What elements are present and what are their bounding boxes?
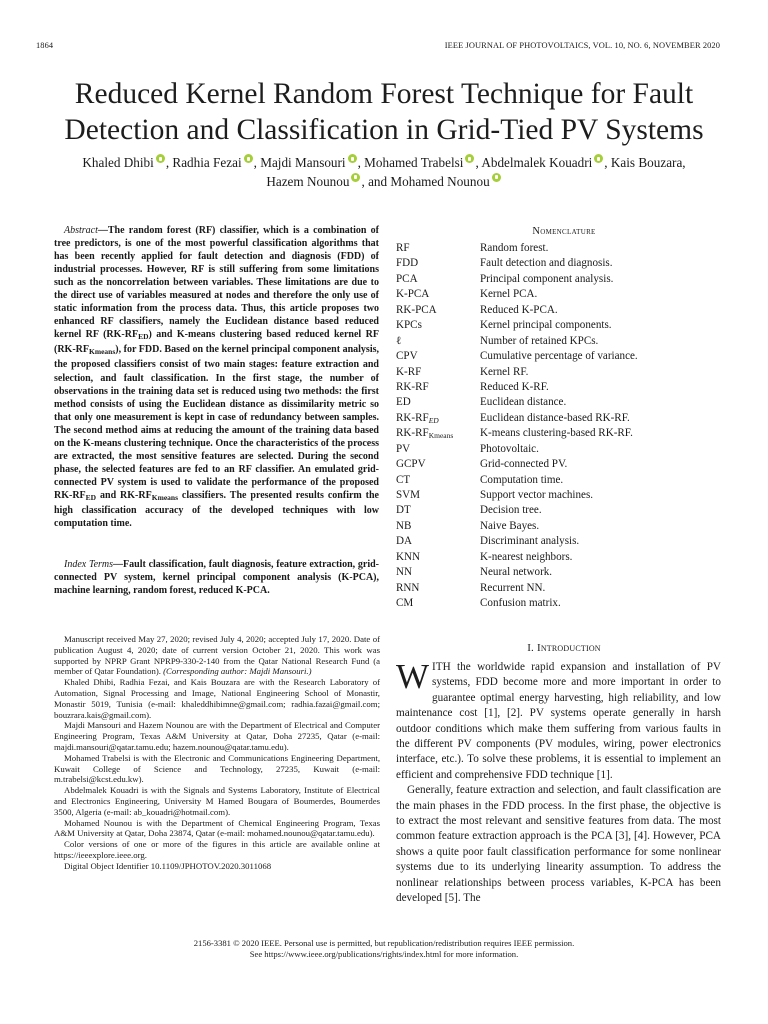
nomenclature-entry [396, 519, 732, 534]
nomenclature-entry [396, 488, 732, 503]
copyright-line-1: 2156-3381 © 2020 IEEE. Personal use is permitted, but republication/redistribution requires IEEE permission. [193, 938, 575, 948]
copyright-line-2: See https://www.ieee.org/publications/rights/index.html for more information. [249, 949, 519, 960]
nomenclature-definition: Naive Bayes. [480, 519, 540, 532]
running-header: IEEE JOURNAL OF PHOTOVOLTAICS, VOL. 10, NO. 6, NOVEMBER 2020 [444, 41, 720, 50]
footnote-affiliation: Mohamed Trabelsi is with the Electronic and Communications Engineering Department, Kuwait College of Science and Technology, 27235, Kuwait (e-mail: m.trabelsi@kcst.edu.kw). [54, 752, 380, 785]
nomenclature-entry [396, 426, 732, 441]
nomenclature-definition: Neural network. [480, 566, 553, 579]
nomenclature-definition: K-means clustering-based RK-RF. [480, 427, 633, 440]
nomenclature-abbreviation: SVM [396, 489, 421, 501]
nomenclature-entry [396, 287, 732, 302]
nomenclature-abbreviation: NN [396, 566, 413, 579]
nomenclature-entry [396, 272, 732, 287]
author-name: Majdi Mansouri [260, 155, 346, 170]
nomenclature-abbreviation: GCPV [396, 458, 426, 471]
footnote-affiliation: Mohamed Nounou is with the Department of Chemical Engineering Program, Texas A&M University at Qatar, Doha 23874, Qatar (e-mail: mohamed.nounou@qatar.tamu.edu). [54, 817, 380, 839]
nomenclature-entry [396, 380, 732, 395]
nomenclature-title: Nomenclature [532, 226, 596, 237]
nomenclature-entry [396, 334, 732, 349]
nomenclature-definition: Principal component analysis. [480, 272, 614, 285]
nomenclature-abbreviation: DA [396, 535, 413, 548]
footnote-received: Manuscript received May 27, 2020; revised July 4, 2020; accepted July 17, 2020. Date of publication August 4, 2020; date of current version October 21, 2020. This work was supported by NPRP Grant NPRP9-330-2-140 from the Qatar National Research Fund (a member of Qatar Foundation). (Corresponding author: Majdi Mansouri.) [54, 634, 380, 677]
author-name: Abdelmalek Kouadri [481, 155, 593, 170]
nomenclature-definition: Fault detection and diagnosis. [480, 257, 613, 270]
nomenclature-definition: Support vector machines. [480, 489, 594, 501]
section-heading-introduction: I. Introduction [527, 642, 601, 654]
nomenclature-abbreviation: K-RF [396, 365, 422, 378]
introduction-body [396, 657, 721, 907]
orcid-icon[interactable] [348, 154, 357, 163]
nomenclature-definition: K-nearest neighbors. [480, 550, 573, 563]
nomenclature-abbreviation: RNN [396, 581, 420, 594]
orcid-icon[interactable] [156, 154, 165, 163]
paper-title [36, 76, 732, 148]
nomenclature-entry [396, 534, 732, 549]
nomenclature-abbreviation: RF [396, 242, 410, 254]
abstract-label: Abstract [64, 225, 98, 236]
footnotes [54, 634, 380, 872]
author-name: Mohamed Trabelsi [364, 155, 464, 170]
drop-cap: W [396, 657, 430, 696]
author-name: Radhia Fezai [172, 155, 242, 170]
nomenclature-abbreviation: PV [396, 442, 411, 455]
copyright-notice [36, 938, 732, 961]
footnote-color-note: Color versions of one or more of the figures in this article are available online at https://ieeexplore.ieee.org. [54, 839, 380, 860]
nomenclature-entry [396, 457, 732, 472]
nomenclature-abbreviation: DT [396, 504, 411, 517]
orcid-icon[interactable] [492, 173, 501, 182]
nomenclature-abbreviation: RK-RF [396, 380, 429, 393]
nomenclature-definition: Kernel PCA. [480, 288, 538, 301]
footnote-affiliation: Majdi Mansouri and Hazem Nounou are with the Department of Electrical and Computer Engineering Program, Texas A&M University at Qatar, Doha 27235, Qatar (e-mail: majdi.mansouri@qatar.tamu.edu; hazem.nounou@qatar.tamu.edu). [54, 720, 380, 752]
title-line-2: Detection and Classification in Grid-Tied PV Systems [64, 114, 704, 146]
nomenclature-abbreviation: $RK-RF_{ED}$ [396, 411, 439, 425]
nomenclature-definition: Photovoltaic. [480, 442, 539, 455]
nomenclature-entry [396, 442, 732, 457]
footnote-affiliation: Khaled Dhibi, Radhia Fezai, and Kais Bouzara are with the Research Laboratory of Automation, Signal Processing and Image, National Engineering School of Monastir, Monastir 5019, Tunisia (e-mail: khaleddhibimne@gmail.com; radhia.fazai@gmail.com; bouzrara.kais@gmail.com). [54, 677, 380, 720]
nomenclature-definition: Random forest. [480, 242, 549, 254]
orcid-icon[interactable] [594, 154, 603, 163]
nomenclature-entry [396, 365, 732, 380]
nomenclature-definition: Euclidean distance. [480, 396, 567, 409]
page-number: 1864 [36, 41, 54, 50]
author-line-2: Hazem Nounou , and Mohamed Nounou [40, 173, 728, 192]
nomenclature-definition: Kernel principal components. [480, 319, 612, 332]
nomenclature-entry [396, 503, 732, 518]
corresponding-author: (Corresponding author: Majdi Mansouri.) [163, 666, 312, 677]
nomenclature-abbreviation: RK-PCA [396, 303, 437, 316]
author-list [40, 154, 728, 191]
nomenclature-abbreviation: CM [396, 597, 414, 610]
nomenclature-definition: Confusion matrix. [480, 597, 561, 610]
author-line-1: Khaled Dhibi , Radhia Fezai , Majdi Mansouri , Mohamed Trabelsi , Abdelmalek Kouadri , Kais Bouzara, [82, 155, 686, 170]
orcid-icon[interactable] [351, 173, 360, 182]
nomenclature-entry [396, 411, 732, 426]
nomenclature-definition: Recurrent NN. [480, 581, 546, 594]
index-terms: Index Terms—Fault classification, fault diagnosis, feature extraction, grid-connected PV system, kernel principal component analysis (K-PCA), machine learning, random forest, reduced K-PCA. [54, 559, 379, 597]
intro-paragraph-1: WITH the worldwide rapid expansion and installation of PV systems, FDD become more and more important in order to guarantee optimal energy harvesting, high reliability, and low maintenance cost [1], [2]. PV systems operate generally in harsh outdoor conditions which make them suffering from various faults in the different PV components (PV modules, wiring, power electronics interface, etc.). To solve these problems, it is essential to implement an efficient and comprehensive FDD technique [1]. [396, 657, 721, 781]
nomenclature-definition: Computation time. [480, 473, 564, 486]
nomenclature-abbreviation: NB [396, 519, 412, 532]
nomenclature-entry [396, 241, 732, 256]
orcid-icon[interactable] [244, 154, 253, 163]
nomenclature-abbreviation: ℓ [396, 334, 402, 347]
nomenclature-abbreviation: $RK-RF_{Kmeans}$ [396, 427, 454, 441]
nomenclature-definition: Number of retained KPCs. [480, 334, 599, 347]
author-name: Hazem Nounou [266, 173, 350, 189]
nomenclature-definition: Decision tree. [480, 504, 542, 517]
nomenclature-definition: Kernel RF. [480, 365, 529, 378]
nomenclature-definition: Discriminant analysis. [480, 535, 580, 548]
nomenclature-entry [396, 349, 732, 364]
nomenclature-abbreviation: PCA [396, 272, 418, 285]
nomenclature-definition: Reduced K-RF. [480, 380, 549, 393]
nomenclature-entry [396, 318, 732, 333]
title-line-1: Reduced Kernel Random Forest Technique for Fault [74, 78, 694, 110]
nomenclature-abbreviation: CPV [396, 350, 418, 363]
nomenclature-entry [396, 395, 732, 410]
index-terms-label: Index Terms [64, 559, 114, 570]
abstract: Abstract—The random forest (RF) classifier, which is a combination of tree predictors, is one of the most powerful classification algorithms that has been recently applied for fault detection and diagnosis (FDD) of industrial processes. However, RF is still suffering from some limitations such as the noncorrelation between variables. These limitations are due to the direct use of variables measured at nodes and therefore the only use of static information from the process data. Thus, this article proposes two enhanced RF classifiers, namely the Euclidean distance based reduced kernel RF $(RK-RF_{ED})$ and K-means clustering based reduced kernel RF $(RK-RF_{Kmeans})$, for FDD. Based on the kernel principal component analysis, the proposed classifiers consist of two main stages: feature extraction and selection, and fault classification. In the first stage, the number of observations in the training data set is reduced using two methods: the first method consists of using the Euclidean distance as dissimilarity metric so that only one measurement is kept in case of redundancy between samples. The second method aims at reducing the amount of the training data based on the K-means clustering technique. Once the characteristics of the process are extracted, the most sensitive features are selected. During the second phase, the selected features are fed to an RF classifier. An emulated grid-connected PV system is used to validate the performance of the proposed $RK-RF_{ED}$ and $RK-RF_{Kmeans}$ classifiers. The presented results confirm the high classification accuracy of the developed techniques with low computation time. [54, 225, 379, 530]
nomenclature-entry [396, 303, 732, 318]
nomenclature-abbreviation: FDD [396, 257, 419, 270]
nomenclature-abbreviation: CT [396, 473, 411, 486]
orcid-icon[interactable] [465, 154, 474, 163]
nomenclature-definition: Cumulative percentage of variance. [480, 350, 638, 363]
nomenclature-abbreviation: K-PCA [396, 288, 430, 301]
author-name: Mohamed Nounou [390, 173, 490, 189]
author-name: Kais Bouzara, [610, 155, 686, 170]
nomenclature-definition: Reduced K-PCA. [480, 303, 558, 316]
nomenclature-entry [396, 581, 732, 596]
nomenclature-entry [396, 550, 732, 565]
author-name: Khaled Dhibi [82, 155, 154, 170]
nomenclature-entry [396, 473, 732, 488]
nomenclature-abbreviation: KPCs [396, 319, 422, 332]
nomenclature-abbreviation: KNN [396, 550, 421, 563]
intro-paragraph-2: Generally, feature extraction and selection, and fault classification are the main phases in the FDD process. In the first phase, the objective is to extract the most relevant and sensitive features from data. The most common feature extraction approach is the PCA [3], [4]. However, PCA shows a quite poor fault classification performance for some nonlinear systems due to its underlying linearity assumption. To address the nonlinear relationships between process variables, K-PCA has been developed [5]. The [396, 784, 721, 905]
footnote-doi: Digital Object Identifier 10.1109/JPHOTOV.2020.3011068 [64, 860, 272, 871]
nomenclature-definition: Grid-connected PV. [480, 458, 568, 471]
nomenclature-list [396, 241, 732, 612]
nomenclature-entry [396, 596, 732, 611]
footnote-affiliation: Abdelmalek Kouadri is with the Signals and Systems Laboratory, Institute of Electrical and Electronics Engineering, University M Hamed Bougara of Boumerdes, Boumerdes 3500, Algeria (e-mail: ab_kouadri@hotmail.com). [54, 785, 380, 817]
nomenclature-entry [396, 256, 732, 271]
nomenclature-definition: Euclidean distance-based RK-RF. [480, 411, 630, 424]
nomenclature-abbreviation: ED [396, 396, 411, 409]
nomenclature-entry [396, 565, 732, 580]
